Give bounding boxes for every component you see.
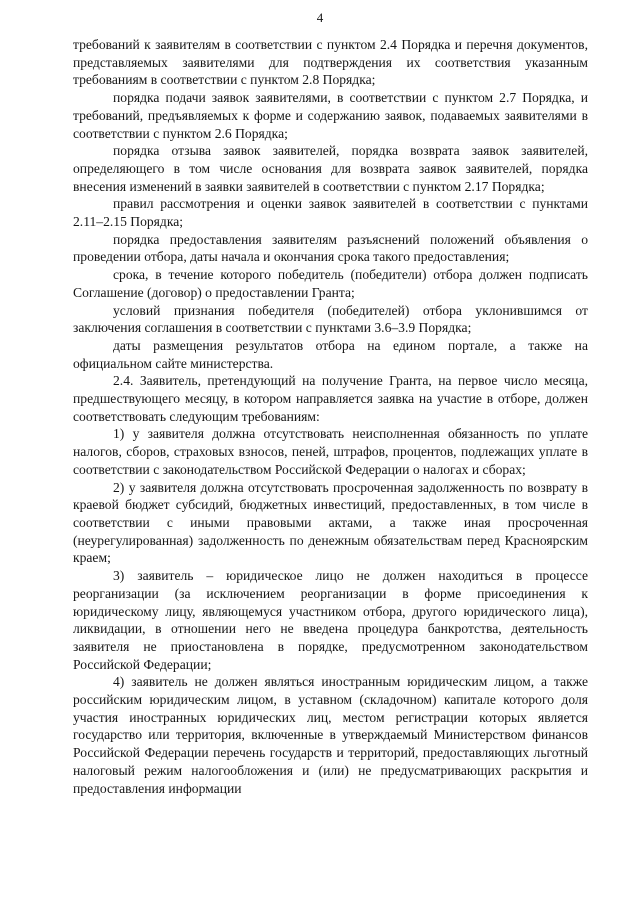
paragraph: порядка предоставления заявителям разъяснений положений объявления о проведении отбора, даты начала и окончания срока такого предоставления;: [73, 231, 588, 265]
document-body: [73, 36, 588, 797]
list-item: 3) заявитель – юридическое лицо не должен находиться в процессе реорганизации (за исключением реорганизации в форме присоединения к юридическому лицу, являющемуся участником отбора, другого юридического лица), ликвидации, в отношении него не введена процедура банкротства, деятельность заявителя не приостановлена в порядке, предусмотренном законодательством Российской Федерации;: [73, 568, 588, 672]
paragraph: порядка подачи заявок заявителями, в соответствии с пунктом 2.7 Порядка, и требований, предъявляемых к форме и содержанию заявок, подаваемых заявителями в соответствии с пунктом 2.6 Порядка;: [73, 90, 588, 141]
paragraph: порядка отзыва заявок заявителей, порядка возврата заявок заявителей, определяющего в том числе основания для возврата заявок заявителей, порядка внесения изменений в заявки заявителей в соответствии с пунктом 2.17 Порядка;: [73, 143, 588, 194]
page-number: 4: [316, 10, 324, 25]
paragraph: требований к заявителям в соответствии с пунктом 2.4 Порядка и перечня документов, представляемых заявителями для подтверждения их соответствия указанным требованиям в соответствии с пунктом 2.8 Порядка;: [73, 37, 588, 88]
section-paragraph: 2.4. Заявитель, претендующий на получение Гранта, на первое число месяца, предшествующего месяцу, в котором направляется заявка на участие в отборе, должен соответствовать следующим требованиям:: [73, 373, 588, 424]
list-item: 4) заявитель не должен являться иностранным юридическим лицом, а также российским юридическим лицом, в уставном (складочном) капитале которого доля участия иностранных юридических лиц, местом регистрации которых является государство или территория, включенные в утверждаемый Министерством финансов Российской Федерации перечень государств и территорий, предоставляющих льготный налоговый режим налогообложения и (или) не предусматривающих раскрытия и предоставления информации: [73, 674, 588, 796]
paragraph: правил рассмотрения и оценки заявок заявителей в соответствии с пунктами 2.11–2.15 Порядка;: [73, 196, 588, 230]
list-item: 1) у заявителя должна отсутствовать неисполненная обязанность по уплате налогов, сборов, страховых взносов, пеней, штрафов, процентов, подлежащих уплате в соответствии с законодательством Российской Федерации о налогах и сборах;: [73, 426, 588, 477]
paragraph: условий признания победителя (победителей) отбора уклонившимся от заключения соглашения в соответствии с пунктами 3.6–3.9 Порядка;: [73, 302, 588, 336]
paragraph: срока, в течение которого победитель (победители) отбора должен подписать Соглашение (договор) о предоставлении Гранта;: [73, 267, 588, 300]
list-item: 2) у заявителя должна отсутствовать просроченная задолженность по возврату в краевой бюджет субсидий, бюджетных инвестиций, предоставленных, в том числе в соответствии с иными правовыми актами, а также иная просроченная (неурегулированная) задолженность по денежным обязательствам перед Красноярским краем;: [73, 479, 588, 566]
paragraph: даты размещения результатов отбора на едином портале, а также на официальном сайте министерства.: [73, 337, 588, 371]
